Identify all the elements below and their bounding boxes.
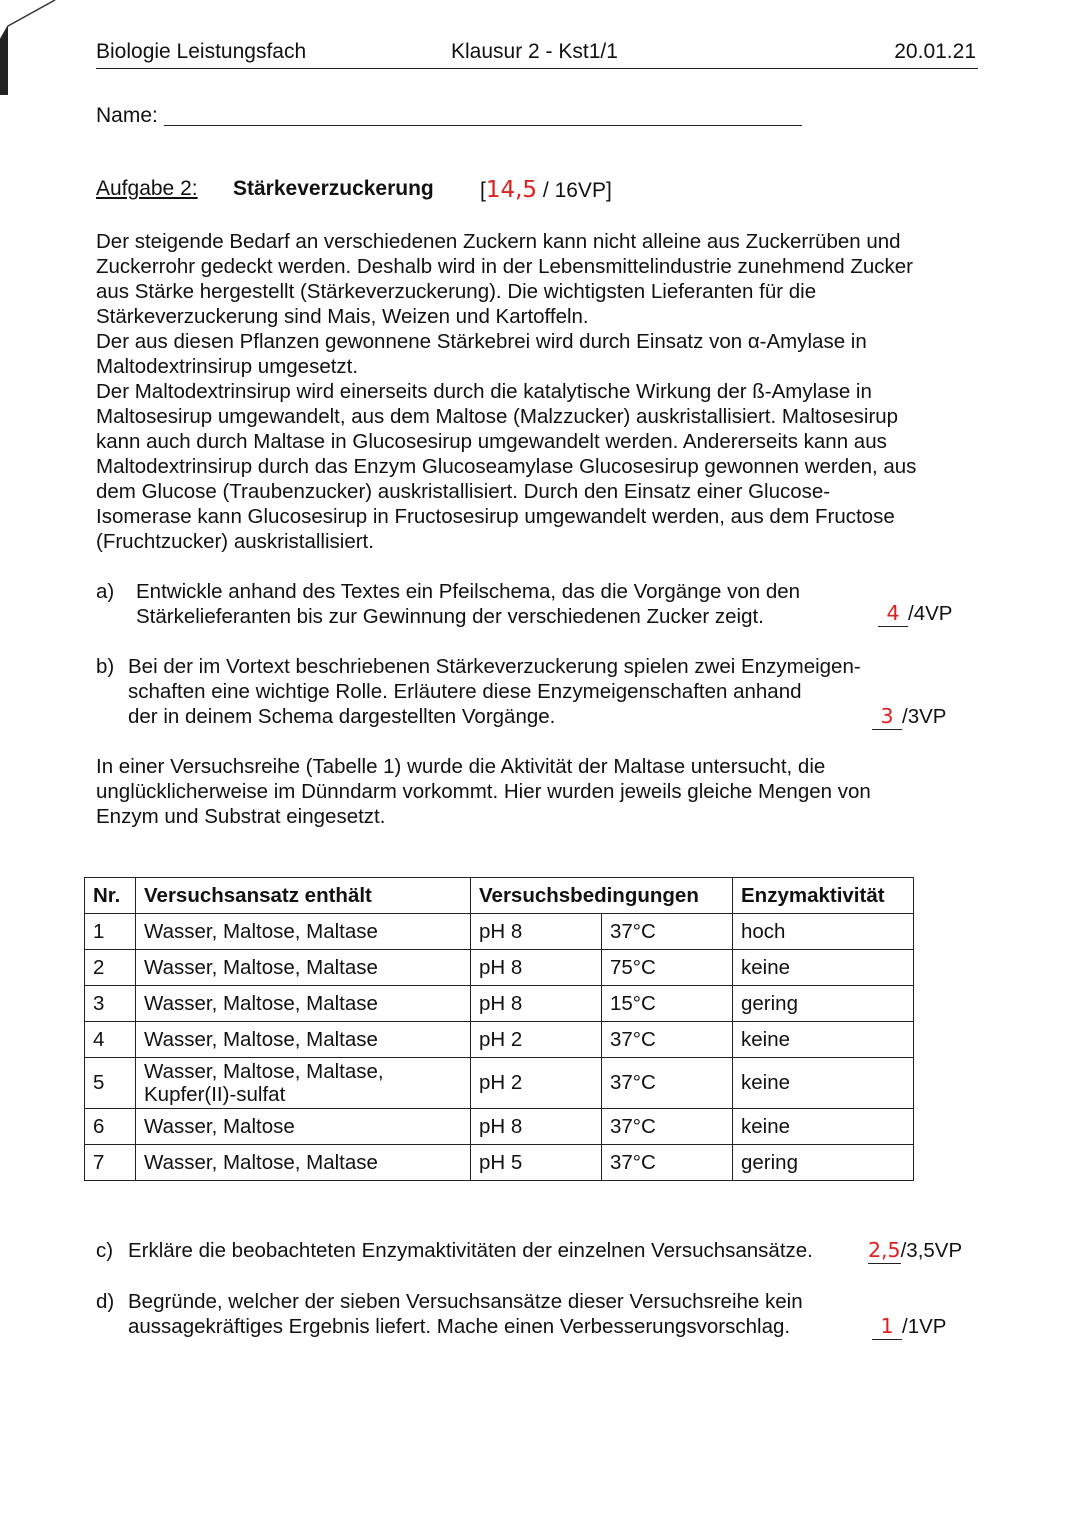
table-row: 1 Wasser, Maltose, Maltase pH 8 37°C hoch: [85, 914, 914, 950]
points-max: /3,5VP: [900, 1239, 963, 1262]
question-text: Begründe, welcher der sieben Versuchsansätze dieser Versuchsreihe kein aussagekräftiges Ergebnis liefert. Mache einen Verbesserungsvorschlag.: [128, 1290, 803, 1338]
question-text: Bei der im Vortext beschriebenen Stärkeverzuckerung spielen zwei Enzymeigen- schaften eine wichtige Rolle. Erläutere diese Enzymeigenschaften anhand der in deinem Schema dargestellten Vorgänge.: [128, 655, 861, 728]
intro-line: (Fruchtzucker) auskristallisiert.: [96, 530, 374, 553]
question-letter: d): [96, 1290, 115, 1313]
intro-paragraph: [96, 229, 986, 554]
points-max: /3VP: [902, 705, 947, 728]
table-row: 2 Wasser, Maltose, Maltase pH 8 75°C keine: [85, 950, 914, 986]
question-letter: a): [96, 580, 115, 603]
header-aktivitaet: Enzymaktivität: [733, 878, 914, 914]
table-row: 3 Wasser, Maltose, Maltase pH 8 15°C gering: [85, 986, 914, 1022]
question-text: Erkläre die beobachteten Enzymaktivitäten der einzelnen Versuchsansätze.: [128, 1239, 813, 1262]
experiment-table: [84, 877, 914, 1181]
table-header-row: [85, 878, 914, 914]
points-awarded: 3: [872, 704, 902, 730]
table-row: 6 Wasser, Maltose pH 8 37°C keine: [85, 1109, 914, 1145]
name-label: Name:: [96, 104, 158, 127]
question-points: [878, 601, 952, 627]
header-bedingungen: Versuchsbedingungen: [471, 878, 733, 914]
series-line: unglücklicherweise im Dünndarm vorkommt. Hier wurden jeweils gleiche Mengen von: [96, 780, 871, 803]
intro-line: dem Glucose (Traubenzucker) auskristallisiert. Durch den Einsatz einer Glucose-: [96, 480, 831, 503]
points-max: /4VP: [908, 602, 953, 625]
header-ansatz: Versuchsansatz enthält: [136, 878, 471, 914]
question-points: [872, 704, 946, 730]
table-row: 7 Wasser, Maltose, Maltase pH 5 37°C gering: [85, 1145, 914, 1181]
question-points: [868, 1238, 962, 1264]
name-field-line[interactable]: [164, 125, 802, 126]
question-letter: c): [96, 1239, 114, 1262]
header-nr: Nr.: [85, 878, 136, 914]
task-title: [96, 177, 612, 203]
page-header: [96, 40, 978, 69]
intro-line: Maltodextrinsirup umgesetzt.: [96, 355, 359, 378]
header-subject: Biologie Leistungsfach: [96, 40, 307, 63]
page-corner-fold: [0, 0, 70, 95]
intro-line: Maltodextrinsirup durch das Enzym Glucoseamylase Glucosesirup gewonnen werden, aus: [96, 455, 917, 478]
question-points: [872, 1314, 946, 1340]
table-row: 4 Wasser, Maltose, Maltase pH 2 37°C keine: [85, 1022, 914, 1058]
series-line: In einer Versuchsreihe (Tabelle 1) wurde die Aktivität der Maltase untersucht, die: [96, 755, 826, 778]
intro-line: Stärkeverzuckerung sind Mais, Weizen und Kartoffeln.: [96, 305, 589, 328]
intro-line: Maltosesirup umgewandelt, aus dem Maltose (Malzzucker) auskristallisiert. Maltosesirup: [96, 405, 899, 428]
intro-line: Der steigende Bedarf an verschiedenen Zuckern kann nicht alleine aus Zuckerrüben und: [96, 230, 901, 253]
points-awarded: 2,5: [868, 1238, 901, 1262]
header-date: 20.01.21: [894, 40, 976, 63]
intro-line: kann auch durch Maltase in Glucosesirup umgewandelt werden. Andererseits kann aus: [96, 430, 887, 453]
question-letter: b): [96, 655, 115, 678]
intro-line: aus Stärke hergestellt (Stärkeverzuckerung). Die wichtigsten Lieferanten für die: [96, 280, 817, 303]
question-text: Entwickle anhand des Textes ein Pfeilschema, das die Vorgänge von den Stärkelieferanten bis zur Gewinnung der verschiedenen Zucker zeigt.: [136, 580, 801, 628]
task-score-handwritten: 14,5: [485, 177, 538, 203]
series-line: Enzym und Substrat eingesetzt.: [96, 805, 386, 828]
intro-line: Der aus diesen Pflanzen gewonnene Stärkebrei wird durch Einsatz von α-Amylase in: [96, 330, 867, 353]
task-label: Aufgabe 2:: [96, 177, 198, 200]
series-paragraph: [96, 754, 986, 829]
points-awarded: 1: [872, 1314, 902, 1340]
points-max: /1VP: [902, 1315, 947, 1338]
task-score: [14,5 / 16VP]: [480, 177, 612, 203]
intro-line: Isomerase kann Glucosesirup in Fructosesirup umgewandelt werden, aus dem Fructose: [96, 505, 895, 528]
task-topic: Stärkeverzuckerung: [233, 177, 434, 200]
intro-line: Zuckerrohr gedeckt werden. Deshalb wird in der Lebensmittelindustrie zunehmend Zucker: [96, 255, 913, 278]
header-exam: Klausur 2 - Kst1/1: [451, 40, 618, 63]
table-row: 5 Wasser, Maltose, Maltase, Kupfer(II)-sulfat pH 2 37°C keine: [85, 1058, 914, 1109]
intro-line: Der Maltodextrinsirup wird einerseits durch die katalytische Wirkung der ß-Amylase in: [96, 380, 872, 403]
points-awarded: 4: [878, 601, 908, 627]
